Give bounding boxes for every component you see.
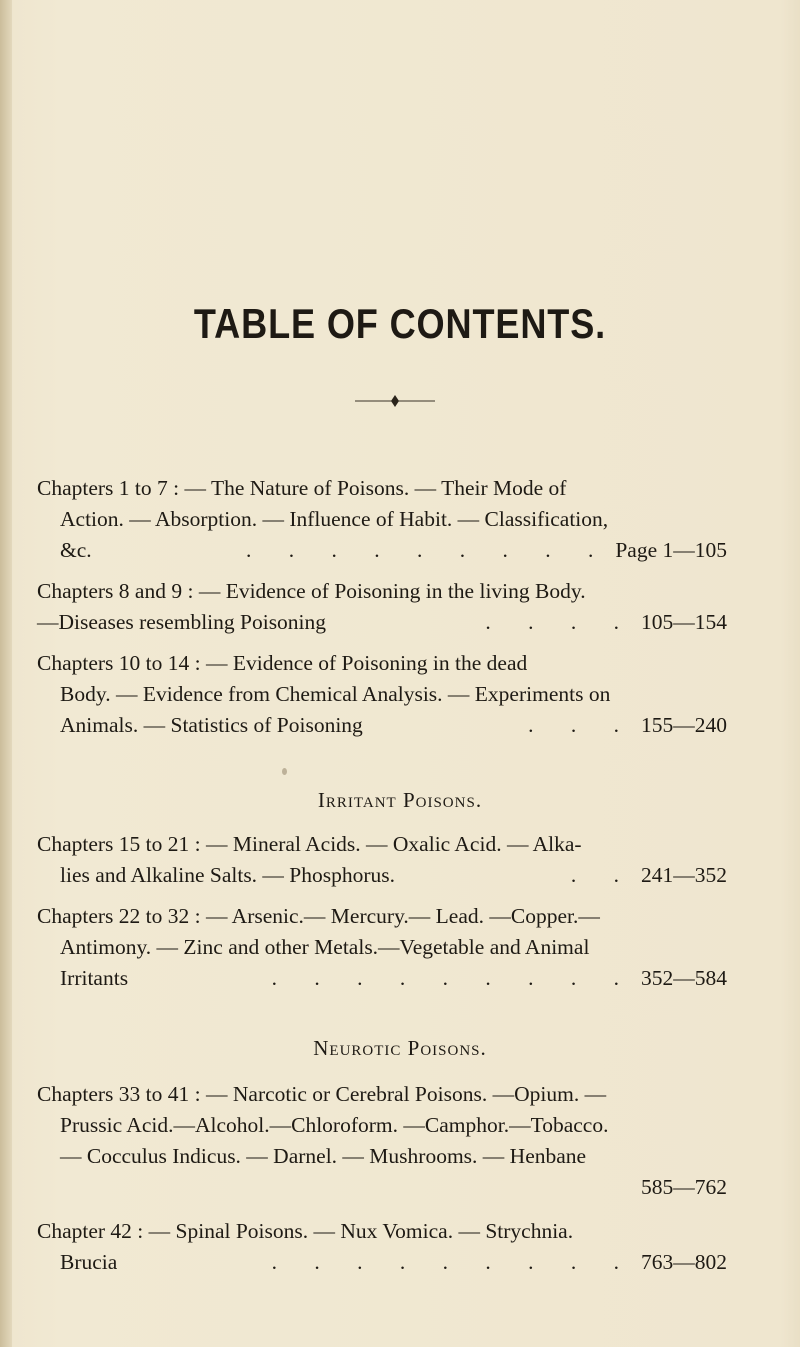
toc-entry-chapters-15-21 [37,829,727,891]
entry-text: &c. [60,538,92,562]
entry-text: Chapters 22 to 32 : — Arsenic.— Mercury.— Lead. —Copper.— [37,904,600,928]
ornament-divider-icon [355,395,435,407]
entry-line [37,932,727,963]
entry-text: Body. — Evidence from Chemical Analysis. — Experiments on [60,682,611,706]
leader-dots: . . . . . . . . . [271,1250,635,1274]
entry-text: Chapters 10 to 14 : — Evidence of Poisoning in the dead [37,651,528,675]
toc-entry-chapters-22-32 [37,901,727,994]
entry-text: lies and Alkaline Salts. — Phosphorus. [60,863,396,887]
entry-line [37,607,727,638]
page-range: 155—240 [641,713,727,737]
entry-line [37,710,727,741]
leader-dots: . . [570,863,635,887]
page-range: 585—762 [641,1175,727,1199]
entry-line [37,473,727,504]
section-heading-irritant: Irritant Poisons. [317,788,483,812]
entry-line [37,504,727,535]
page-range: Page 1—105 [615,538,727,562]
page-range: 763—802 [641,1250,727,1274]
entry-line [37,576,727,607]
entry-line [37,535,727,566]
entry-line [37,1216,727,1247]
toc-entry-chapter-42 [37,1216,727,1278]
entry-line [37,648,727,679]
page-range: 241—352 [641,863,727,887]
entry-text: Irritants [60,966,129,990]
entry-text: Chapters 15 to 21 : — Mineral Acids. — Oxalic Acid. — Alka- [37,832,582,856]
entry-line [37,1141,727,1172]
page-title: TABLE OF CONTENTS. [193,300,607,347]
section-heading-neurotic: Neurotic Poisons. [313,1036,487,1060]
entry-text: Animals. — Statistics of Poisoning [60,713,363,737]
toc-entry-chapters-10-14 [37,648,727,741]
entry-text: Chapters 8 and 9 : — Evidence of Poisoning in the living Body. [37,579,586,603]
leader-dots: . . . [528,713,635,737]
leader-dots: . . . . [485,610,635,634]
entry-text: Antimony. — Zinc and other Metals.—Vegetable and Animal [60,935,590,959]
toc-entry-chapters-33-41 [37,1079,727,1203]
entry-text: Chapters 33 to 41 : — Narcotic or Cerebral Poisons. —Opium. — [37,1082,607,1106]
entry-line [37,1172,727,1203]
paper-speck [282,768,287,775]
leader-dots: . . . . . . . . . [245,538,610,562]
entry-line [37,1247,727,1278]
toc-entry-chapters-1-7 [37,473,727,566]
entry-text: Chapters 1 to 7 : — The Nature of Poisons. — Their Mode of [37,476,567,500]
entry-line [37,679,727,710]
page-range: 352—584 [641,966,727,990]
entry-text: Brucia [60,1250,118,1274]
entry-line [37,963,727,994]
entry-line [37,860,727,891]
page-spine-shadow [0,0,12,1347]
toc-entry-chapters-8-9 [37,576,727,638]
entry-line [37,901,727,932]
entry-line [37,1110,727,1141]
entry-text: —Diseases resembling Poisoning [37,610,327,634]
leader-dots: . . . . . . . . . [271,966,635,990]
entry-line [37,829,727,860]
entry-text: Chapter 42 : — Spinal Poisons. — Nux Vomica. — Strychnia. [37,1219,574,1243]
entry-text: Prussic Acid.—Alcohol.—Chloroform. —Camphor.—Tobacco. [60,1113,609,1137]
entry-text: — Cocculus Indicus. — Darnel. — Mushrooms. — Henbane [60,1144,587,1168]
page-range: 105—154 [641,610,727,634]
entry-text: Action. — Absorption. — Influence of Habit. — Classification, [60,507,609,531]
entry-line [37,1079,727,1110]
